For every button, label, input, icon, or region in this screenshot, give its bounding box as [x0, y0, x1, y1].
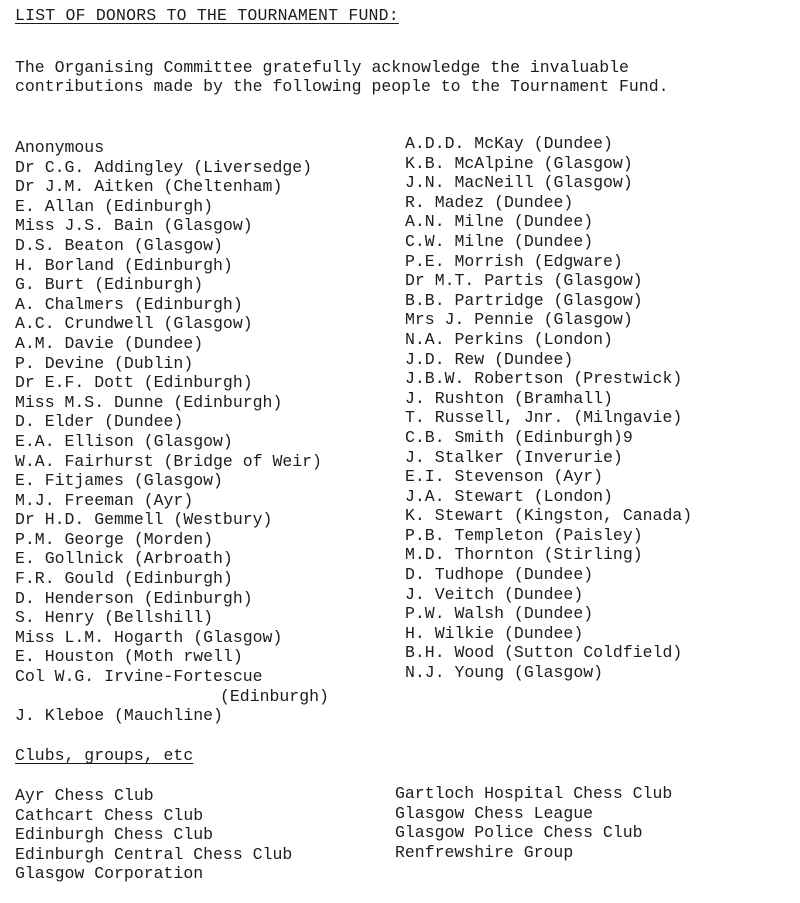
- donor-entry: J. Veitch (Dundee): [405, 584, 584, 604]
- donor-entry: J. Stalker (Inverurie): [405, 447, 623, 467]
- donor-entry: J. Rushton (Bramhall): [405, 388, 613, 408]
- donor-entry: Dr M.T. Partis (Glasgow): [405, 271, 643, 291]
- donor-entry: Miss L.M. Hogarth (Glasgow): [15, 627, 283, 647]
- donor-entry: E.I. Stevenson (Ayr): [405, 467, 604, 487]
- donor-entry: J.A. Stewart (London): [405, 486, 613, 506]
- donor-entry: C.B. Smith (Edinburgh)9: [405, 427, 633, 447]
- donor-entry: A.N. Milne (Dundee): [405, 212, 594, 232]
- club-entry: Glasgow Police Chess Club: [395, 823, 643, 843]
- donor-entry: A.D.D. McKay (Dundee): [405, 134, 613, 153]
- club-entry: Renfrewshire Group: [395, 842, 574, 862]
- donor-entry: C.W. Milne (Dundee): [405, 231, 594, 251]
- donor-entry: D. Henderson (Edinburgh): [15, 588, 253, 608]
- donor-entry: E.A. Ellison (Glasgow): [15, 431, 233, 451]
- donor-entry: N.J. Young (Glasgow): [405, 663, 604, 683]
- club-entry: Gartloch Hospital Chess Club: [395, 784, 673, 803]
- donor-entry: P.E. Morrish (Edgware): [405, 251, 623, 271]
- donor-entry: M.D. Thornton (Stirling): [405, 545, 643, 565]
- donor-entry: A. Chalmers (Edinburgh): [15, 294, 243, 314]
- donor-entry: J.D. Rew (Dundee): [405, 349, 574, 369]
- donor-entry: E. Allan (Edinburgh): [15, 196, 214, 216]
- donor-entry: Dr H.D. Gemmell (Westbury): [15, 510, 273, 530]
- donor-entry: Miss J.S. Bain (Glasgow): [15, 216, 253, 236]
- clubs-list-right: [395, 784, 672, 862]
- donor-entry: Miss M.S. Dunne (Edinburgh): [15, 392, 283, 412]
- donor-entry: A.C. Crundwell (Glasgow): [15, 314, 253, 334]
- donor-entry: E. Houston (Moth rwell): [15, 647, 243, 667]
- donor-entry: W.A. Fairhurst (Bridge of Weir): [15, 451, 322, 471]
- donor-entry: Mrs J. Pennie (Glasgow): [405, 310, 633, 330]
- donor-entry: M.J. Freeman (Ayr): [15, 490, 194, 510]
- donor-entry: P. Devine (Dublin): [15, 353, 194, 373]
- donor-entry: D. Tudhope (Dundee): [405, 565, 594, 585]
- donor-entry: H. Borland (Edinburgh): [15, 255, 233, 275]
- club-entry: Ayr Chess Club: [15, 786, 154, 805]
- clubs-list-left: [15, 786, 292, 884]
- donor-entry: D.S. Beaton (Glasgow): [15, 235, 223, 255]
- donor-entry: K.B. McAlpine (Glasgow): [405, 153, 633, 173]
- intro-line: contributions made by the following people to the Tournament Fund.: [15, 77, 669, 96]
- donor-entry-continuation: (Edinburgh): [220, 686, 329, 706]
- donor-entry: Dr C.G. Addingley (Liversedge): [15, 157, 313, 177]
- donor-entry: B.H. Wood (Sutton Coldfield): [405, 643, 683, 663]
- club-entry: Glasgow Corporation: [15, 864, 204, 884]
- donor-entry: F.R. Gould (Edinburgh): [15, 569, 233, 589]
- donor-entry: Col W.G. Irvine-Fortescue: [15, 667, 263, 687]
- donor-entry: D. Elder (Dundee): [15, 412, 184, 432]
- donor-entry: S. Henry (Bellshill): [15, 608, 214, 628]
- page-title: LIST OF DONORS TO THE TOURNAMENT FUND:: [15, 6, 399, 25]
- donor-entry: P.M. George (Morden): [15, 529, 214, 549]
- club-entry: Glasgow Chess League: [395, 803, 594, 823]
- donor-entry: G. Burt (Edinburgh): [15, 275, 204, 295]
- donor-entry: E. Fitjames (Glasgow): [15, 471, 223, 491]
- club-entry: Edinburgh Chess Club: [15, 825, 214, 845]
- donor-entry: K. Stewart (Kingston, Canada): [405, 506, 693, 526]
- donors-list-left: [15, 138, 329, 726]
- donor-entry: J. Kleboe (Mauchline): [15, 706, 223, 726]
- donor-entry: E. Gollnick (Arbroath): [15, 549, 233, 569]
- donor-entry: A.M. Davie (Dundee): [15, 333, 204, 353]
- donor-entry: Dr J.M. Aitken (Cheltenham): [15, 177, 283, 197]
- donor-entry: Dr E.F. Dott (Edinburgh): [15, 373, 253, 393]
- club-entry: Cathcart Chess Club: [15, 805, 204, 825]
- intro-line: The Organising Committee gratefully acknowledge the invaluable: [15, 58, 629, 77]
- donor-entry: Anonymous: [15, 138, 105, 157]
- donor-entry: N.A. Perkins (London): [405, 329, 613, 349]
- donor-entry: B.B. Partridge (Glasgow): [405, 290, 643, 310]
- donors-list-right: [405, 134, 692, 683]
- donor-entry: T. Russell, Jnr. (Milngavie): [405, 408, 683, 428]
- intro-paragraph: [15, 58, 800, 96]
- club-entry: Edinburgh Central Chess Club: [15, 844, 293, 864]
- clubs-heading: Clubs, groups, etc: [15, 746, 194, 765]
- donor-entry: P.B. Templeton (Paisley): [405, 525, 643, 545]
- donor-entry: J.N. MacNeill (Glasgow): [405, 173, 633, 193]
- donor-entry: H. Wilkie (Dundee): [405, 623, 584, 643]
- donor-entry: R. Madez (Dundee): [405, 192, 574, 212]
- donor-entry: P.W. Walsh (Dundee): [405, 604, 594, 624]
- donor-entry: J.B.W. Robertson (Prestwick): [405, 369, 683, 389]
